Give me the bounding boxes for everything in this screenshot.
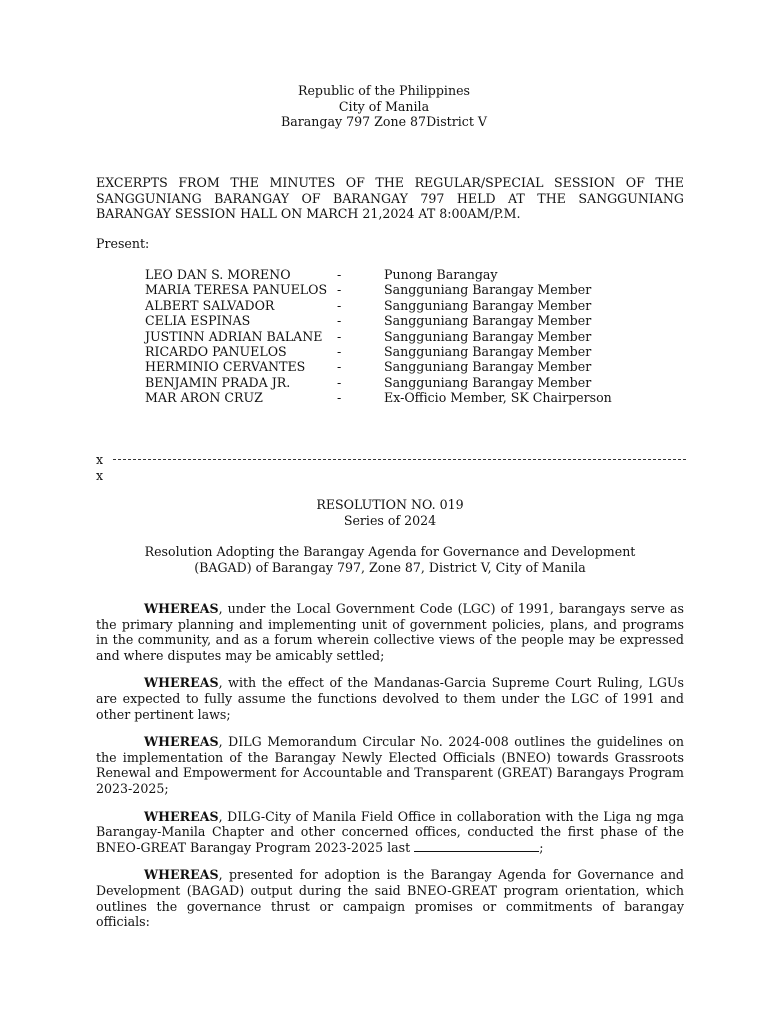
- attendee-name: CELIA ESPINAS: [145, 313, 251, 329]
- attendee-name: JUSTINN ADRIAN BALANE: [145, 328, 323, 344]
- whereas-keyword: WHEREAS: [144, 808, 219, 824]
- attendee-name: RICARDO PANUELOS: [145, 343, 287, 359]
- header-city: City of Manila: [338, 98, 430, 114]
- attendee-name: LEO DAN S. MORENO: [145, 267, 291, 282]
- whereas-suffix: ;: [539, 839, 544, 855]
- resolution-title-line-1: Resolution Adopting the Barangay Agenda for Governance and Development: [144, 544, 636, 559]
- attendee-name: MAR ARON CRUZ: [145, 390, 263, 406]
- attendee-position: Punong Barangay: [384, 267, 498, 282]
- attendee-dash: -: [337, 282, 342, 298]
- present-label: Present:: [96, 236, 150, 251]
- whereas-clause: [96, 601, 684, 663]
- attendee-row: [145, 375, 685, 390]
- section-separator: [96, 452, 686, 483]
- resolution-number: RESOLUTION NO. 019: [316, 497, 464, 512]
- whereas-clause: [96, 734, 684, 796]
- dashed-rule: [113, 459, 686, 460]
- attendee-row: [145, 329, 685, 344]
- attendee-position: Sangguniang Barangay Member: [384, 359, 592, 375]
- attendee-position: Sangguniang Barangay Member: [384, 343, 592, 359]
- whereas-text: , with the effect of the Mandanas-Garcia Supreme Court Ruling, LGUs are expected to fully assume the functions devolved to them under the LGC of 1991 and other pertinent laws;: [96, 675, 684, 722]
- attendee-row: [145, 298, 685, 313]
- minutes-heading: EXCERPTS FROM THE MINUTES OF THE REGULAR/SPECIAL SESSION OF THE SANGGUNIANG BARANGAY OF BARANGAY 797 HELD AT THE SANGGUNIANG BARANGAY SESSION HALL ON MARCH 21,2024 AT 8:00AM/P.M.: [96, 175, 684, 222]
- attendee-dash: -: [337, 267, 342, 282]
- resolution-body: [96, 601, 684, 942]
- whereas-clause: [96, 675, 684, 722]
- resolution-title: [96, 544, 684, 575]
- attendee-name: MARIA TERESA PANUELOS: [145, 282, 328, 298]
- attendee-dash: -: [337, 359, 342, 375]
- whereas-keyword: WHEREAS: [144, 867, 219, 883]
- attendee-dash: -: [337, 374, 342, 390]
- whereas-text: , DILG-City of Manila Field Office in collaboration with the Liga ng mga Barangay-Manila Chapter and other concerned offices, conducted the first phase of the BNEO-GREAT Barangay Program 2023-2025 last: [96, 808, 684, 855]
- attendee-dash: -: [337, 297, 342, 313]
- resolution-heading: [0, 497, 768, 528]
- separator-end-mark: x: [96, 467, 104, 483]
- whereas-clause: [96, 809, 684, 856]
- attendee-position: Sangguniang Barangay Member: [384, 313, 592, 329]
- whereas-text: , DILG Memorandum Circular No. 2024-008 outlines the guidelines on the implementation of the Barangay Newly Elected Officials (BNEO) towards Grassroots Renewal and Empowerment for Accountable and Transparent (GREAT) Barangays Program 2023-2025;: [96, 734, 684, 796]
- attendee-dash: -: [337, 313, 342, 329]
- attendee-name: HERMINIO CERVANTES: [145, 359, 306, 375]
- separator-start-mark: x: [96, 452, 104, 467]
- attendee-position: Ex-Officio Member, SK Chairperson: [384, 390, 612, 406]
- attendee-dash: -: [337, 328, 342, 344]
- header-republic: Republic of the Philippines: [297, 83, 470, 98]
- attendee-row: [145, 390, 685, 405]
- attendee-position: Sangguniang Barangay Member: [384, 282, 592, 298]
- attendee-row: [145, 344, 685, 359]
- attendee-name: ALBERT SALVADOR: [145, 297, 275, 313]
- whereas-clause: [96, 867, 684, 929]
- attendee-position: Sangguniang Barangay Member: [384, 328, 592, 344]
- attendee-row: [145, 313, 685, 328]
- attendee-list: [145, 267, 685, 406]
- attendee-row: [145, 359, 685, 374]
- whereas-keyword: WHEREAS: [144, 675, 219, 691]
- attendee-dash: -: [337, 343, 342, 359]
- whereas-text: , presented for adoption is the Barangay Agenda for Governance and Development (BAGAD) output during the said BNEO-GREAT program orientation, which outlines the governance thrust or campaign promises or commitments of barangay officials:: [96, 867, 684, 930]
- header-barangay: Barangay 797 Zone 87District V: [281, 114, 487, 130]
- attendee-row: [145, 282, 685, 297]
- attendee-row: [145, 267, 685, 282]
- attendee-position: Sangguniang Barangay Member: [384, 374, 592, 390]
- resolution-title-line-2: (BAGAD) of Barangay 797, Zone 87, District V, City of Manila: [194, 559, 586, 575]
- attendee-name: BENJAMIN PRADA JR.: [145, 374, 291, 390]
- date-blank-line: [414, 841, 539, 852]
- resolution-series: Series of 2024: [343, 512, 437, 528]
- whereas-text: , under the Local Government Code (LGC) of 1991, barangays serve as the primary planning and implementing unit of government policies, plans, and programs in the community, and as a forum wherein collective views of the people may be expressed and where disputes may be amicably settled;: [96, 601, 684, 663]
- whereas-keyword: WHEREAS: [144, 734, 219, 750]
- attendee-position: Sangguniang Barangay Member: [384, 297, 592, 313]
- letterhead: [0, 83, 768, 130]
- whereas-keyword: WHEREAS: [144, 601, 219, 616]
- attendee-dash: -: [337, 390, 342, 406]
